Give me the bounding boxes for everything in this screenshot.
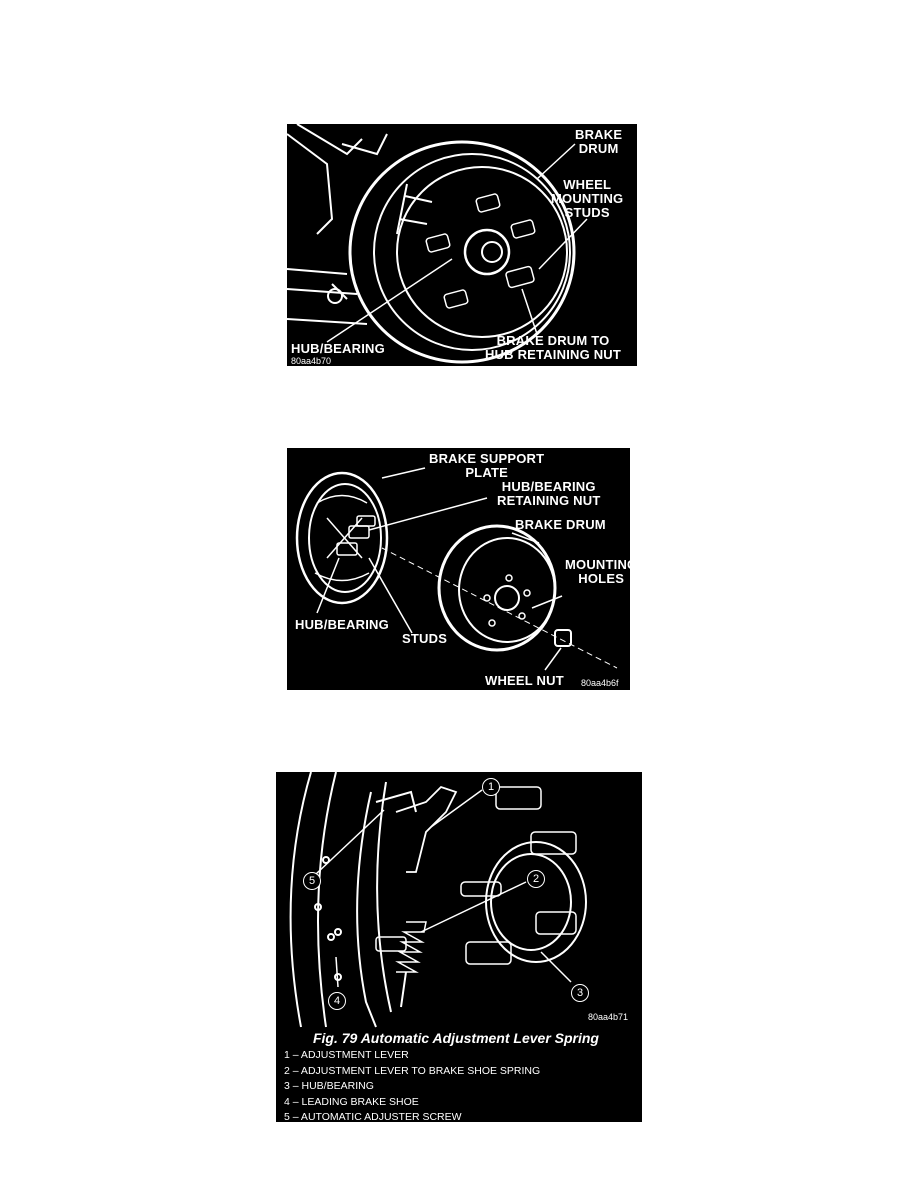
label-hub-bearing-retaining-nut: HUB/BEARING RETAINING NUT [497,479,601,508]
label-brake-support-plate: BRAKE SUPPORT PLATE [429,451,545,480]
label-wheel-mounting-studs: WHEEL MOUNTING STUDS [551,177,624,220]
callout-5: 5 [303,872,321,890]
figure-code: 80aa4b6f [581,678,619,688]
label-brake-drum: BRAKE DRUM [515,517,606,532]
callout-1: 1 [482,778,500,796]
figure-brake-drum-removal [287,124,637,366]
label-wheel-nut: WHEEL NUT [485,673,564,688]
callout-2: 2 [527,870,545,888]
label-hub-bearing: HUB/BEARING [295,617,389,632]
label-brake-drum-to-hub-retaining-nut: BRAKE DRUM TO HUB RETAINING NUT [485,333,622,362]
callout-3: 3 [571,984,589,1002]
figure-legend [284,1048,540,1126]
figure-caption: Fig. 79 Automatic Adjustment Lever Spring [312,1030,599,1046]
label-hub-bearing: HUB/BEARING [291,341,385,356]
figure-brake-drum-exploded [287,448,638,690]
legend-item: 1 – ADJUSTMENT LEVER [284,1049,409,1061]
legend-item: 3 – HUB/BEARING [284,1080,374,1092]
label-studs: STUDS [402,631,448,646]
legend-item: 5 – AUTOMATIC ADJUSTER SCREW [284,1111,462,1123]
label-mounting-holes: MOUNTING HOLES [565,557,638,586]
brake-drum-illustration [287,124,637,366]
legend-item: 2 – ADJUSTMENT LEVER TO BRAKE SHOE SPRING [284,1064,541,1077]
figure-79-automatic-adjustment-lever-spring [276,772,642,1122]
figure-code: 80aa4b70 [291,356,332,366]
label-brake-drum: BRAKE DRUM [575,127,623,156]
legend-item: 4 – LEADING BRAKE SHOE [284,1095,419,1108]
figure-code: 80aa4b71 [588,1012,629,1022]
callout-4: 4 [328,992,346,1010]
